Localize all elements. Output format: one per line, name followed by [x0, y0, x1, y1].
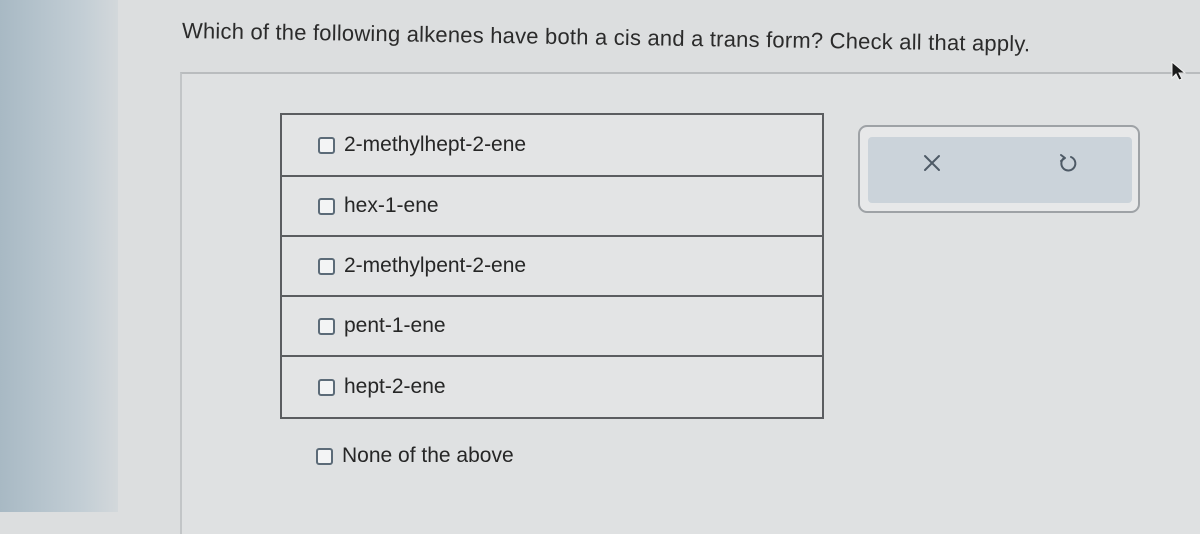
checkbox[interactable] — [318, 198, 335, 215]
choice-row-none-of-the-above[interactable] — [280, 436, 820, 476]
choice-table — [280, 113, 824, 419]
background-left-edge — [0, 0, 118, 512]
tools-background — [868, 137, 1132, 203]
choice-row-pent-1-ene[interactable] — [282, 297, 822, 357]
choice-label: 2-methylpent-2-ene — [344, 254, 527, 277]
question-text: Which of the following alkenes have both a cis and a trans form? Check all that apply. — [181, 18, 1031, 57]
choice-label: hex-1-ene — [344, 194, 439, 217]
undo-icon — [1057, 152, 1079, 174]
choice-row-hex-1-ene[interactable] — [282, 177, 822, 237]
choice-row-hept-2-ene[interactable] — [282, 357, 822, 417]
checkbox[interactable] — [318, 379, 335, 396]
mouse-cursor-icon — [1170, 60, 1188, 82]
checkbox[interactable] — [318, 318, 335, 335]
checkbox[interactable] — [318, 137, 335, 154]
choice-label: hept-2-ene — [344, 375, 446, 398]
answer-tools — [858, 125, 1140, 213]
choice-row-2-methylhept-2-ene[interactable] — [282, 115, 822, 177]
choice-row-2-methylpent-2-ene[interactable] — [282, 237, 822, 297]
checkbox[interactable] — [318, 258, 335, 275]
choice-label: 2-methylhept-2-ene — [344, 133, 527, 156]
choice-label: pent-1-ene — [344, 314, 446, 337]
checkbox[interactable] — [316, 448, 333, 465]
x-icon — [922, 153, 942, 173]
undo-button[interactable] — [1054, 149, 1082, 177]
choice-label: None of the above — [342, 444, 514, 467]
clear-button[interactable] — [918, 149, 946, 177]
